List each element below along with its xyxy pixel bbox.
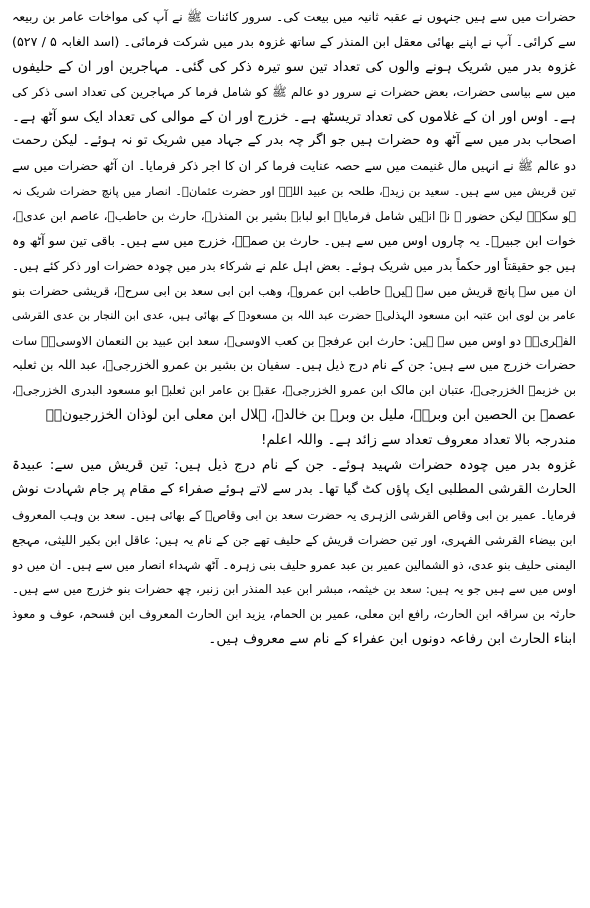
text-line: ہیں جو حقیقتاً اور حکماً بدر میں شریک ہوئے۔ بعض اہل علم نے شرکاء بدر میں چودہ حضرات اور ذکر کئے ہیں۔	[12, 258, 576, 273]
text-line: غزوہ بدر میں شریک ہونے والوں کی تعداد تین سو تیرہ ذکر کی گئی۔ مہاجرین اور ان کے حلیفوں	[12, 58, 576, 75]
text-line: سے کرائی۔ آپ نے اپنے بھائی معقل ابن المنذر کے ساتھ غزوہ بدر میں شرکت فرمائی۔ (اسد الغابہ ۵ / ۵۲۷)	[12, 33, 576, 49]
text-line: عصمہ بن الحصین ابن وبرہؓ، ملیل بن وبرہ بن خالدؓ، ہلال ابن معلی ابن لوذان الخزرجیونؓ۔	[45, 407, 576, 424]
text-line: تین قریش میں سے ہیں۔ سعید بن زیدؓ، طلحہ بن عبید اللہؓ اور حضرت عثمانؓ۔ انصار میں پانچ حضرات شریک نہ	[12, 184, 576, 199]
text-line: غزوہ بدر میں چودہ حضرات شہید ہوئے۔ جن کے نام درج ذیل ہیں: تین قریش میں سے: عبیدۃ	[12, 457, 576, 474]
paragraph-aqaba-bayah	[12, 5, 576, 55]
paragraph-note	[12, 428, 576, 453]
text-line: ابن بیضاء القرشی الفہری، اور تین حضرات قریش کے حلیف تھے جن کے نام یہ ہیں: عاقل ابن بکیر اللیثی، مہجع	[12, 532, 576, 547]
text-line: ہے۔ اوس اور ان کے غلاموں کی تعداد تریسٹھ ہے۔ خزرج اور ان کے موالی کی تعداد ایک سو آٹھ ہے۔	[12, 108, 576, 125]
text-line: ان میں سے پانچ قریش میں سے ہیں۔ حاطب ابن عمروؓ، وھب ابن ابی سعد بن ابی سرحؓ، قریشی حضرات بنو	[12, 283, 576, 298]
text-line: دو عالم ﷺ نے انہیں مال غنیمت میں سے حصہ عنایت فرما کر ان کا اجر ذکر فرمایا۔ ان آٹھ حضرات میں سے	[12, 158, 576, 174]
text-line: ابناء الحارث ابن رفاعہ دونوں ابن عفراء کے نام سے معروف ہیں۔	[208, 631, 576, 648]
text-line: الفہریؓ۔ دو اوس میں سے ہیں: حارث ابن عرفجہ بن کعب الاوسیؓ، سعد ابن عبید بن النعمان الاوسیؓ۔ سات	[12, 333, 576, 348]
text-line: اوس میں سے ہیں جو یہ ہیں: سعد بن خیثمہ، مبشر ابن عبد المنذر ابن زنبر، چھ حضرات بنو خزرج میں سے ہیں۔	[12, 582, 576, 597]
text-line: بن خزیمہ الخزرجیؓ، عتبان ابن مالک ابن عمرو الخزرجیؓ، عقبہ بن عامر ابن ثعلبہ ابو مسعود البدری الخزرجیؓ،	[12, 383, 576, 398]
text-line: فرمایا۔ عمیر بن ابی وقاص القرشی الزہری یہ حضرت سعد بن ابی وقاصؓ کے بھائی ہیں۔ سعد بن وہب المعروف	[12, 507, 576, 522]
text-line: الیمنی حلیف بنو عدی، ذو الشمالین عمیر بن عبد عمرو حلیف بنی زہرہ۔ آٹھ شہداء انصار میں سے ہیں۔ ان میں دو	[12, 557, 576, 572]
text-line: عامر بن لوی ابن عتبہ ابن مسعود الہذلیؓ حضرت عبد اللہ بن مسعودؓ کے بھائی ہیں، عدی ابن النجار بن عدی القرشی	[12, 308, 576, 322]
text-line: حضرات میں سے ہیں جنہوں نے عقبہ ثانیہ میں بیعت کی۔ سرور کائنات ﷺ نے آپ کی مواخات عامر بن ربیعہ	[12, 9, 576, 24]
text-line: الحارث القرشی المطلبی ایک پاؤں کٹ گیا تھا۔ بدر سے لاتے ہوئے صفراء کے مقام پر جام شہادت نوش	[12, 481, 576, 497]
text-line: ہو سکے۔ لیکن حضور ﷺ نے انہیں شامل فرمایا۔ ابو لبابہ بشیر بن المنذرؓ، حارث بن حاطبؓ، عاصم ابن عدیؓ،	[12, 209, 576, 224]
text-line: خوات ابن جبیرؓ۔ یہ چاروں اوس میں سے ہیں۔ حارث بن صمہؓ، خزرج میں سے ہیں۔ باقی تین سو آٹھ وہ	[12, 233, 576, 249]
text-line: اصحاب بدر میں سے آٹھ وہ حضرات ہیں جو اگر چہ بدر کے جہاد میں شریک تو نہ ہوئے۔ لیکن رحمت	[12, 133, 576, 149]
paragraph-shuhada	[12, 453, 576, 652]
text-line: میں سے بیاسی حضرات، بعض حضرات نے سرور دو عالم ﷺ کو شامل فرما کر مہاجرین کی تعداد اسی ذکر کی	[12, 84, 576, 99]
paragraph-ashab-badr	[12, 129, 576, 428]
text-line: حارثہ بن سراقہ ابن الحارث، رافع ابن معلی، عمیر بن الحمام، یزید ابن الحارث المعروف ابن فسحم، عوف و معوذ	[12, 607, 576, 622]
text-line: مندرجہ بالا تعداد معروف تعداد سے زائد ہے۔ واللہ اعلم!	[261, 432, 576, 449]
paragraph-badr-count	[12, 55, 576, 130]
text-line: حضرات خزرج میں سے ہیں: جن کے نام درج ذیل ہیں۔ سفیان بن بشیر بن عمرو الخزرجیؓ، عبد اللہ بن ثعلبہ	[12, 357, 576, 373]
